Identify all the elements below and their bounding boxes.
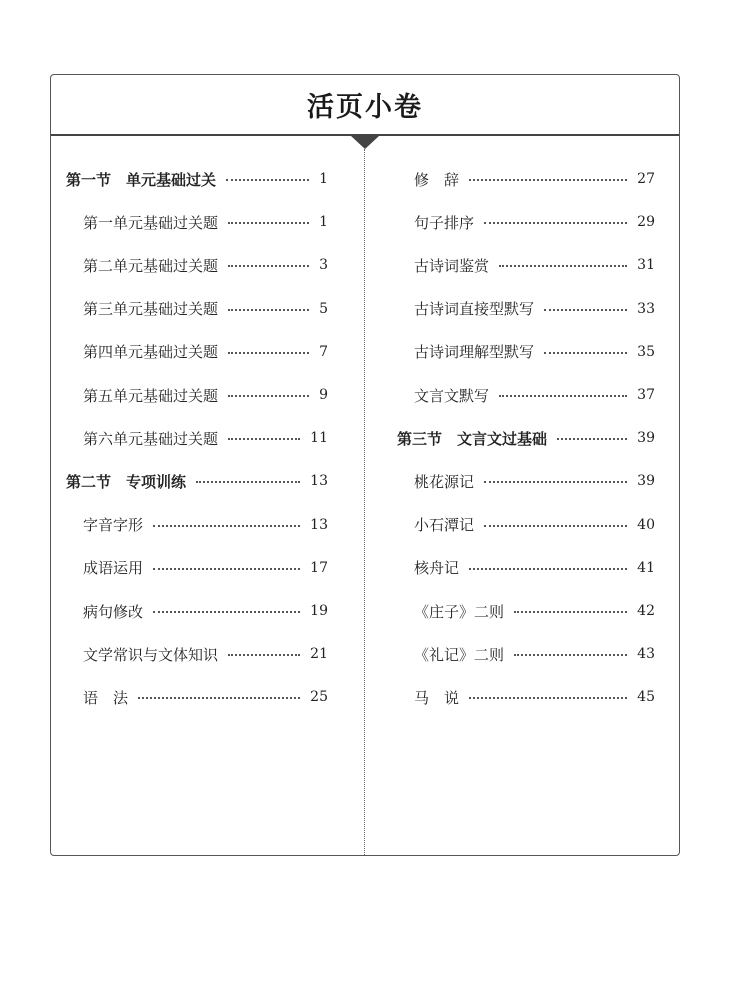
toc-entry[interactable] [83, 556, 328, 580]
dot-leader [544, 352, 627, 354]
toc-entry-label: 小石潭记 [414, 516, 475, 535]
dot-leader [469, 568, 627, 570]
toc-entry-label: 语 法 [83, 688, 129, 707]
toc-entry[interactable] [414, 469, 655, 493]
toc-entry-page-number: 25 [310, 689, 328, 706]
dot-leader [228, 265, 309, 267]
dot-leader [228, 309, 309, 311]
dot-leader [228, 654, 300, 656]
toc-entry[interactable] [414, 210, 655, 234]
toc-entry[interactable] [83, 383, 328, 407]
toc-entry-label: 第四单元基础过关题 [83, 343, 219, 362]
toc-entry[interactable] [414, 685, 655, 709]
toc-entry-label: 第六单元基础过关题 [83, 429, 219, 448]
dot-leader [153, 611, 300, 613]
toc-section-entry[interactable] [397, 426, 655, 450]
dot-leader [153, 568, 300, 570]
toc-entry-page-number: 9 [319, 387, 328, 403]
dot-leader [228, 395, 309, 397]
toc-entry-page-number: 5 [319, 300, 328, 317]
toc-entry-page-number: 7 [319, 343, 328, 360]
toc-header [51, 75, 679, 136]
dot-leader [514, 611, 627, 613]
toc-entry-label: 字音字形 [83, 516, 144, 535]
toc-entry[interactable] [83, 685, 328, 709]
toc-entry-label: 核舟记 [414, 559, 460, 578]
toc-entry-page-number: 17 [310, 559, 328, 576]
dot-leader [228, 438, 300, 440]
dot-leader [153, 525, 300, 527]
toc-entry[interactable] [83, 642, 328, 666]
toc-entry-page-number: 45 [637, 689, 655, 706]
toc-entry-label: 第二节 专项训练 [66, 472, 187, 491]
toc-entry-label: 《庄子》二则 [414, 602, 505, 621]
dot-leader [226, 179, 309, 181]
toc-entry-page-number: 33 [637, 300, 655, 317]
toc-entry-page-number: 35 [637, 343, 655, 360]
toc-entry[interactable] [414, 340, 655, 364]
toc-entry-label: 第五单元基础过关题 [83, 386, 219, 405]
dot-leader [544, 309, 627, 311]
dot-leader [469, 697, 627, 699]
toc-entry[interactable] [83, 340, 328, 364]
toc-entry[interactable] [83, 210, 328, 234]
toc-entry-page-number: 41 [637, 559, 655, 576]
toc-entry-label: 句子排序 [414, 213, 475, 232]
toc-entry[interactable] [414, 599, 655, 623]
toc-section-entry[interactable] [66, 167, 328, 191]
dot-leader [138, 697, 300, 699]
toc-entry[interactable] [414, 253, 655, 277]
toc-entry-label: 古诗词直接型默写 [414, 300, 535, 319]
toc-entry-label: 第一单元基础过关题 [83, 213, 219, 232]
toc-entry-label: 古诗词鉴赏 [414, 256, 490, 275]
toc-entry-label: 文言文默写 [414, 386, 490, 405]
toc-section-entry[interactable] [66, 469, 328, 493]
toc-entry-label: 第三节 文言文过基础 [397, 429, 548, 448]
dot-leader [557, 438, 627, 440]
toc-entry-page-number: 1 [319, 171, 328, 187]
toc-entry[interactable] [414, 642, 655, 666]
toc-entry-page-number: 42 [637, 603, 655, 619]
toc-entry-page-number: 3 [319, 257, 328, 274]
dot-leader [228, 222, 309, 224]
toc-entry-page-number: 13 [310, 473, 328, 490]
toc-entry-page-number: 39 [637, 430, 655, 447]
toc-entry-page-number: 27 [637, 171, 655, 187]
toc-entry[interactable] [414, 513, 655, 537]
toc-entry[interactable] [414, 556, 655, 580]
toc-frame [50, 74, 680, 856]
toc-entry[interactable] [83, 426, 328, 450]
toc-entry[interactable] [414, 297, 655, 321]
toc-entry-page-number: 29 [637, 214, 655, 231]
toc-entry-label: 第一节 单元基础过关 [66, 170, 217, 189]
toc-entry-label: 桃花源记 [414, 472, 475, 491]
dot-leader [499, 395, 627, 397]
toc-entry-page-number: 39 [637, 473, 655, 490]
toc-entry[interactable] [83, 253, 328, 277]
column-divider [364, 149, 365, 855]
toc-entry-label: 修 辞 [414, 170, 460, 189]
toc-entry[interactable] [414, 167, 655, 191]
toc-entry-page-number: 1 [319, 214, 328, 231]
dot-leader [514, 654, 627, 656]
toc-entry-label: 第三单元基础过关题 [83, 300, 219, 319]
toc-entry-page-number: 31 [637, 257, 655, 274]
toc-entry-label: 文学常识与文体知识 [83, 645, 219, 664]
toc-entry-page-number: 13 [310, 516, 328, 533]
dot-leader [484, 525, 627, 527]
toc-entry-page-number: 19 [310, 603, 328, 619]
toc-entry-label: 第二单元基础过关题 [83, 256, 219, 275]
toc-entry[interactable] [83, 513, 328, 537]
dot-leader [484, 222, 627, 224]
toc-entry[interactable] [83, 297, 328, 321]
toc-entry-page-number: 11 [310, 430, 328, 447]
toc-entry-page-number: 40 [637, 516, 655, 533]
page-title: 活页小卷 [307, 92, 423, 123]
toc-entry-page-number: 37 [637, 387, 655, 403]
header-pointer-triangle [351, 136, 379, 149]
toc-entry-label: 古诗词理解型默写 [414, 343, 535, 362]
dot-leader [499, 265, 627, 267]
toc-entry[interactable] [83, 599, 328, 623]
toc-entry-label: 病句修改 [83, 602, 144, 621]
toc-entry[interactable] [414, 383, 655, 407]
toc-entry-label: 《礼记》二则 [414, 645, 505, 664]
toc-entry-label: 马 说 [414, 688, 460, 707]
toc-entry-page-number: 43 [637, 646, 655, 663]
toc-entry-label: 成语运用 [83, 559, 144, 578]
dot-leader [484, 481, 627, 483]
dot-leader [196, 481, 300, 483]
dot-leader [228, 352, 309, 354]
toc-entry-page-number: 21 [310, 646, 328, 663]
dot-leader [469, 179, 627, 181]
